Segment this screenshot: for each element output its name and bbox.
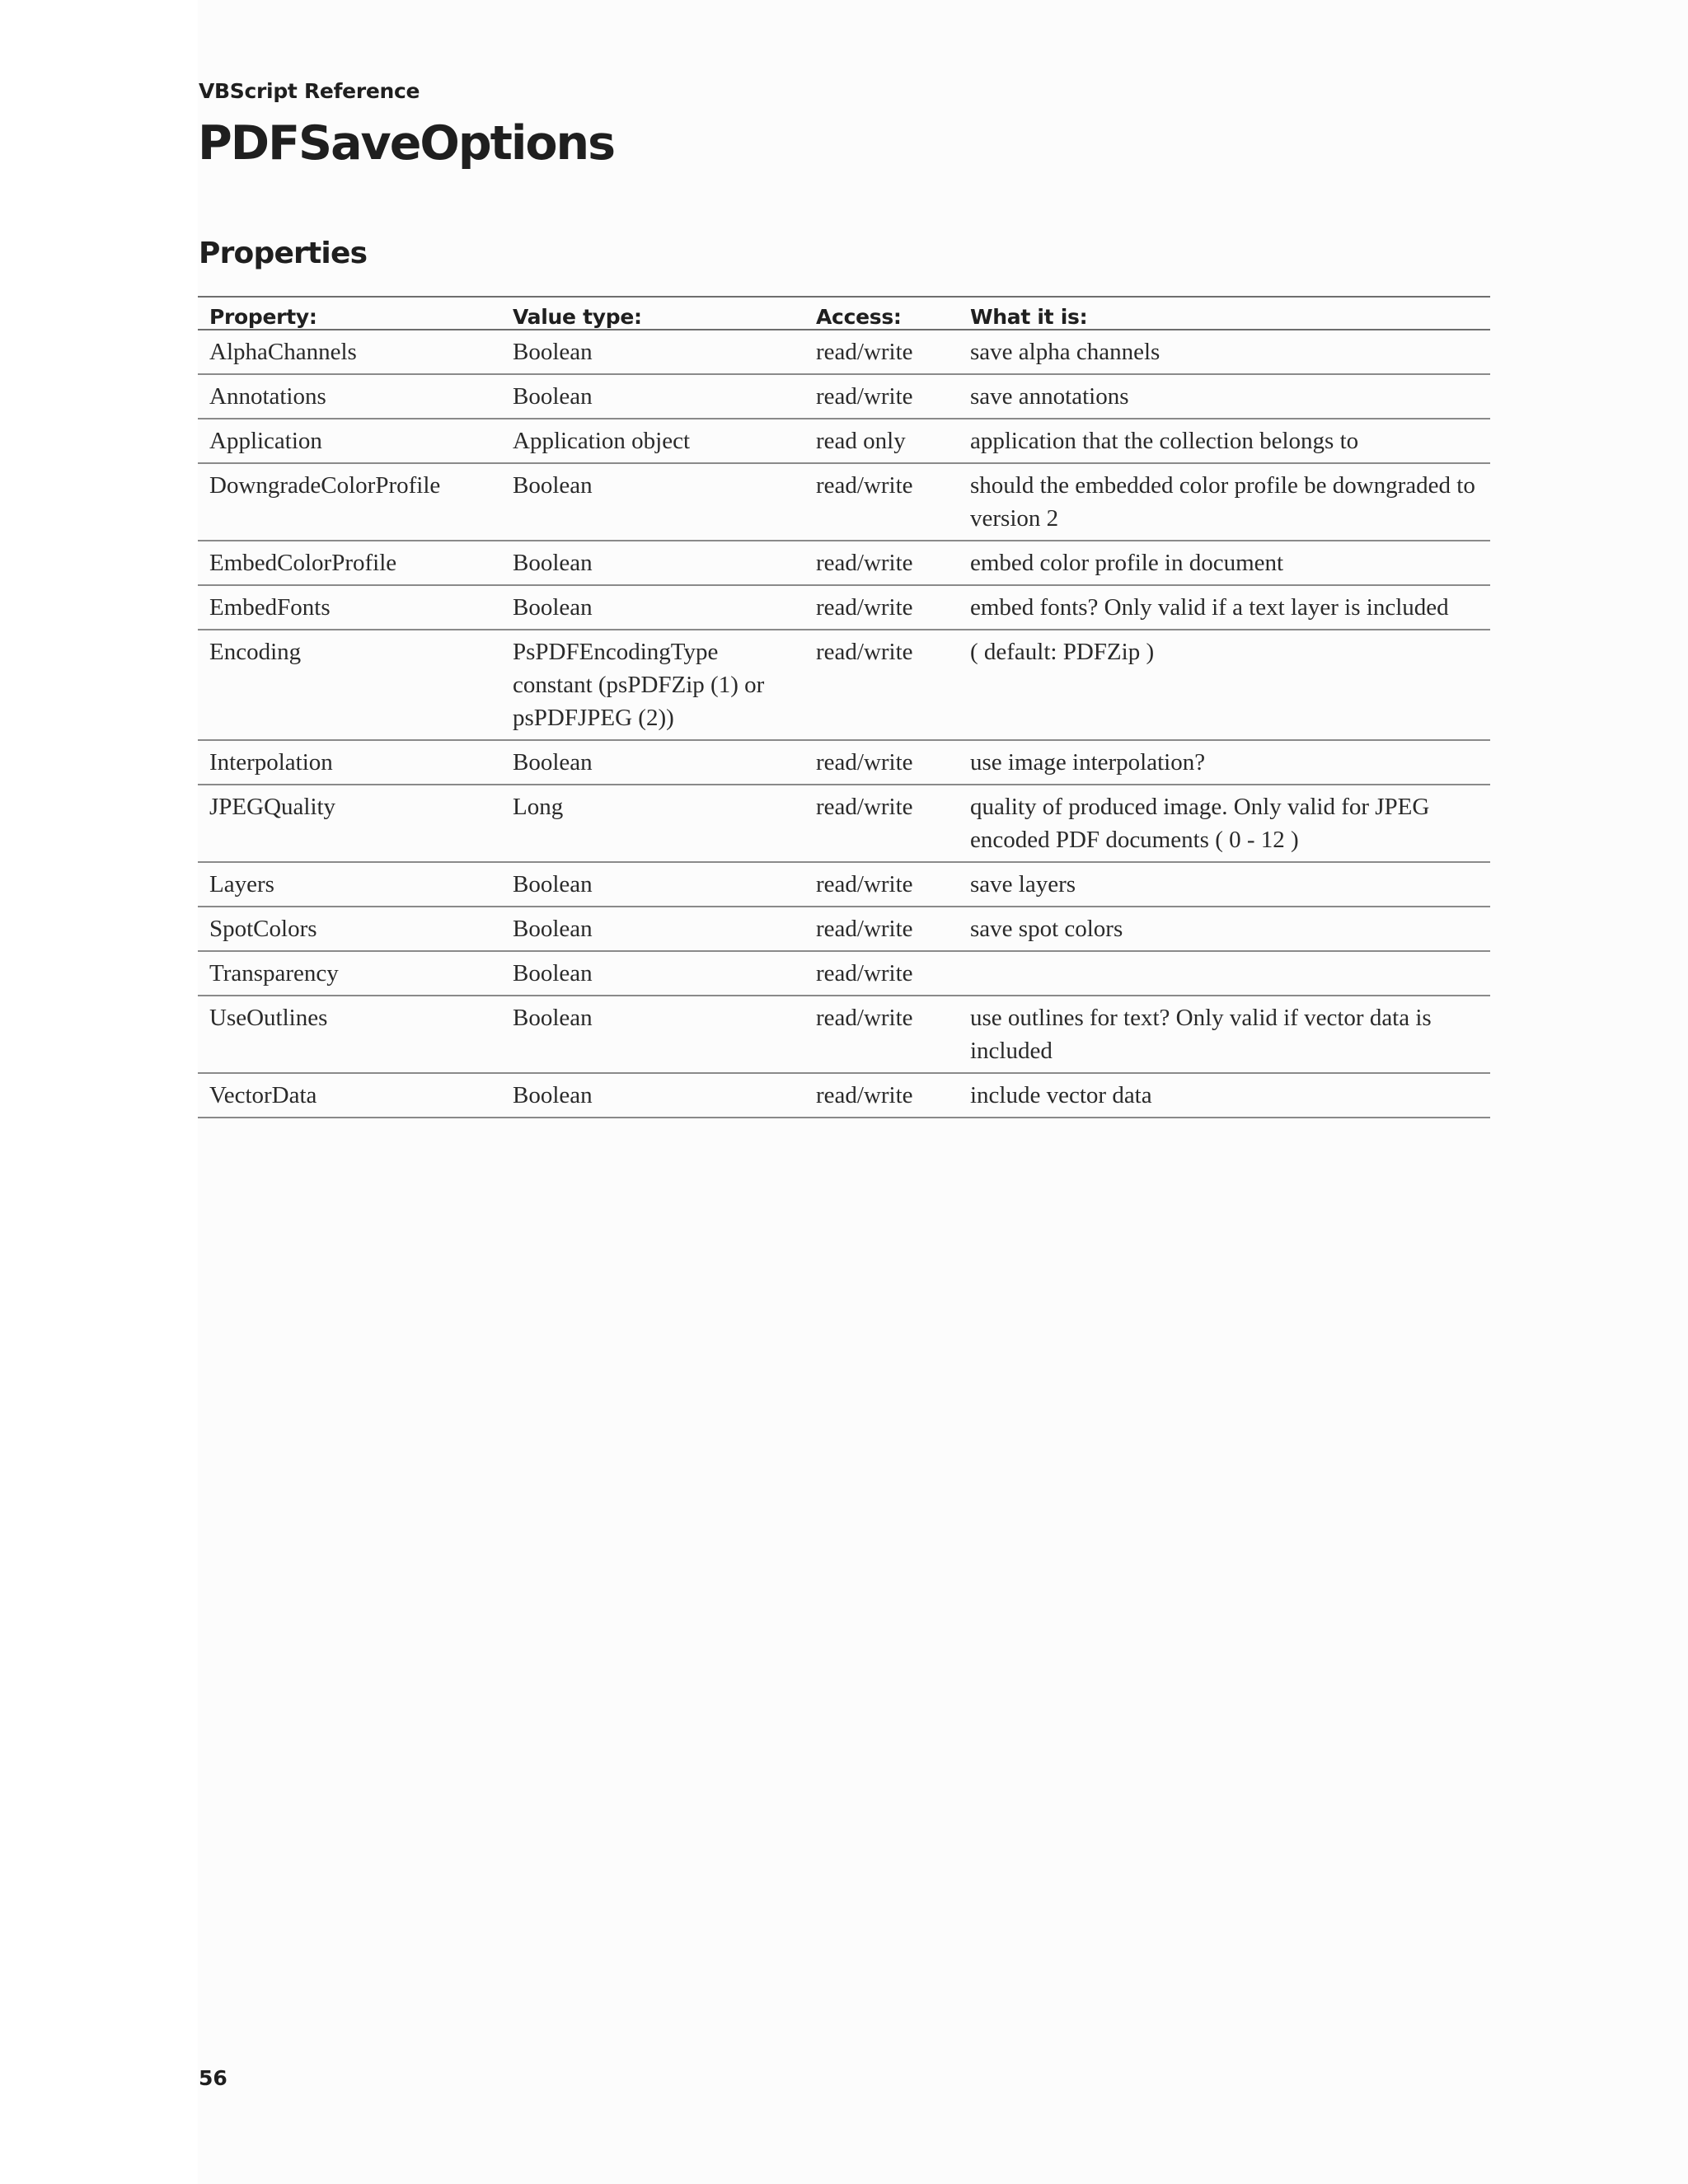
cell-description: include vector data xyxy=(959,1073,1490,1118)
table-row xyxy=(198,862,1490,907)
cell-description: use outlines for text? Only valid if vector data is included xyxy=(959,996,1490,1073)
cell-access: read/write xyxy=(804,785,959,862)
table-row xyxy=(198,585,1490,630)
cell-property: Application xyxy=(198,419,501,463)
table-row xyxy=(198,330,1490,374)
cell-access: read/write xyxy=(804,374,959,419)
cell-description: application that the collection belongs to xyxy=(959,419,1490,463)
cell-access: read/write xyxy=(804,1073,959,1118)
properties-table xyxy=(198,296,1490,1118)
cell-description xyxy=(959,951,1490,996)
cell-description: should the embedded color profile be downgraded to version 2 xyxy=(959,463,1490,541)
cell-access: read/write xyxy=(804,907,959,951)
table-row xyxy=(198,419,1490,463)
cell-value-type: Boolean xyxy=(501,996,804,1073)
cell-access: read/write xyxy=(804,996,959,1073)
cell-property: Annotations xyxy=(198,374,501,419)
cell-value-type: Application object xyxy=(501,419,804,463)
page-title: PDFSaveOptions xyxy=(198,116,615,171)
table-row xyxy=(198,951,1490,996)
page-number: 56 xyxy=(199,2066,227,2090)
table-row xyxy=(198,374,1490,419)
cell-value-type: Boolean xyxy=(501,907,804,951)
cell-access: read/write xyxy=(804,585,959,630)
cell-value-type: Boolean xyxy=(501,862,804,907)
cell-property: SpotColors xyxy=(198,907,501,951)
cell-property: Layers xyxy=(198,862,501,907)
cell-property: Encoding xyxy=(198,630,501,740)
cell-description: save alpha channels xyxy=(959,330,1490,374)
table-row xyxy=(198,463,1490,541)
cell-access: read/write xyxy=(804,630,959,740)
cell-value-type: Boolean xyxy=(501,951,804,996)
cell-access: read/write xyxy=(804,463,959,541)
cell-property: DowngradeColorProfile xyxy=(198,463,501,541)
cell-property: Interpolation xyxy=(198,740,501,785)
cell-value-type: PsPDFEncodingType constant (psPDFZip (1) or psPDFJPEG (2)) xyxy=(501,630,804,740)
cell-property: VectorData xyxy=(198,1073,501,1118)
cell-value-type: Boolean xyxy=(501,585,804,630)
cell-access: read/write xyxy=(804,330,959,374)
cell-description: embed color profile in document xyxy=(959,541,1490,585)
running-head: VBScript Reference xyxy=(199,79,420,103)
cell-access: read/write xyxy=(804,541,959,585)
cell-value-type: Boolean xyxy=(501,463,804,541)
cell-property: EmbedFonts xyxy=(198,585,501,630)
cell-description: use image interpolation? xyxy=(959,740,1490,785)
cell-value-type: Boolean xyxy=(501,1073,804,1118)
cell-property: EmbedColorProfile xyxy=(198,541,501,585)
cell-description: ( default: PDFZip ) xyxy=(959,630,1490,740)
table-row xyxy=(198,630,1490,740)
table-row xyxy=(198,541,1490,585)
cell-value-type: Boolean xyxy=(501,330,804,374)
cell-access: read/write xyxy=(804,862,959,907)
cell-access: read only xyxy=(804,419,959,463)
cell-property: Transparency xyxy=(198,951,501,996)
table-row xyxy=(198,996,1490,1073)
table-row xyxy=(198,1073,1490,1118)
column-header-access: Access: xyxy=(804,297,959,330)
section-title: Properties xyxy=(199,237,368,270)
cell-access: read/write xyxy=(804,740,959,785)
cell-description: save layers xyxy=(959,862,1490,907)
cell-description: quality of produced image. Only valid for JPEG encoded PDF documents ( 0 - 12 ) xyxy=(959,785,1490,862)
table-header-row xyxy=(198,297,1490,330)
cell-value-type: Boolean xyxy=(501,541,804,585)
cell-value-type: Boolean xyxy=(501,740,804,785)
cell-description: save spot colors xyxy=(959,907,1490,951)
cell-value-type: Boolean xyxy=(501,374,804,419)
table-row xyxy=(198,740,1490,785)
cell-value-type: Long xyxy=(501,785,804,862)
cell-description: save annotations xyxy=(959,374,1490,419)
column-header-description: What it is: xyxy=(959,297,1490,330)
table-row xyxy=(198,907,1490,951)
cell-property: JPEGQuality xyxy=(198,785,501,862)
cell-property: AlphaChannels xyxy=(198,330,501,374)
cell-property: UseOutlines xyxy=(198,996,501,1073)
cell-access: read/write xyxy=(804,951,959,996)
cell-description: embed fonts? Only valid if a text layer is included xyxy=(959,585,1490,630)
column-header-property: Property: xyxy=(198,297,501,330)
table-row xyxy=(198,785,1490,862)
column-header-value-type: Value type: xyxy=(501,297,804,330)
